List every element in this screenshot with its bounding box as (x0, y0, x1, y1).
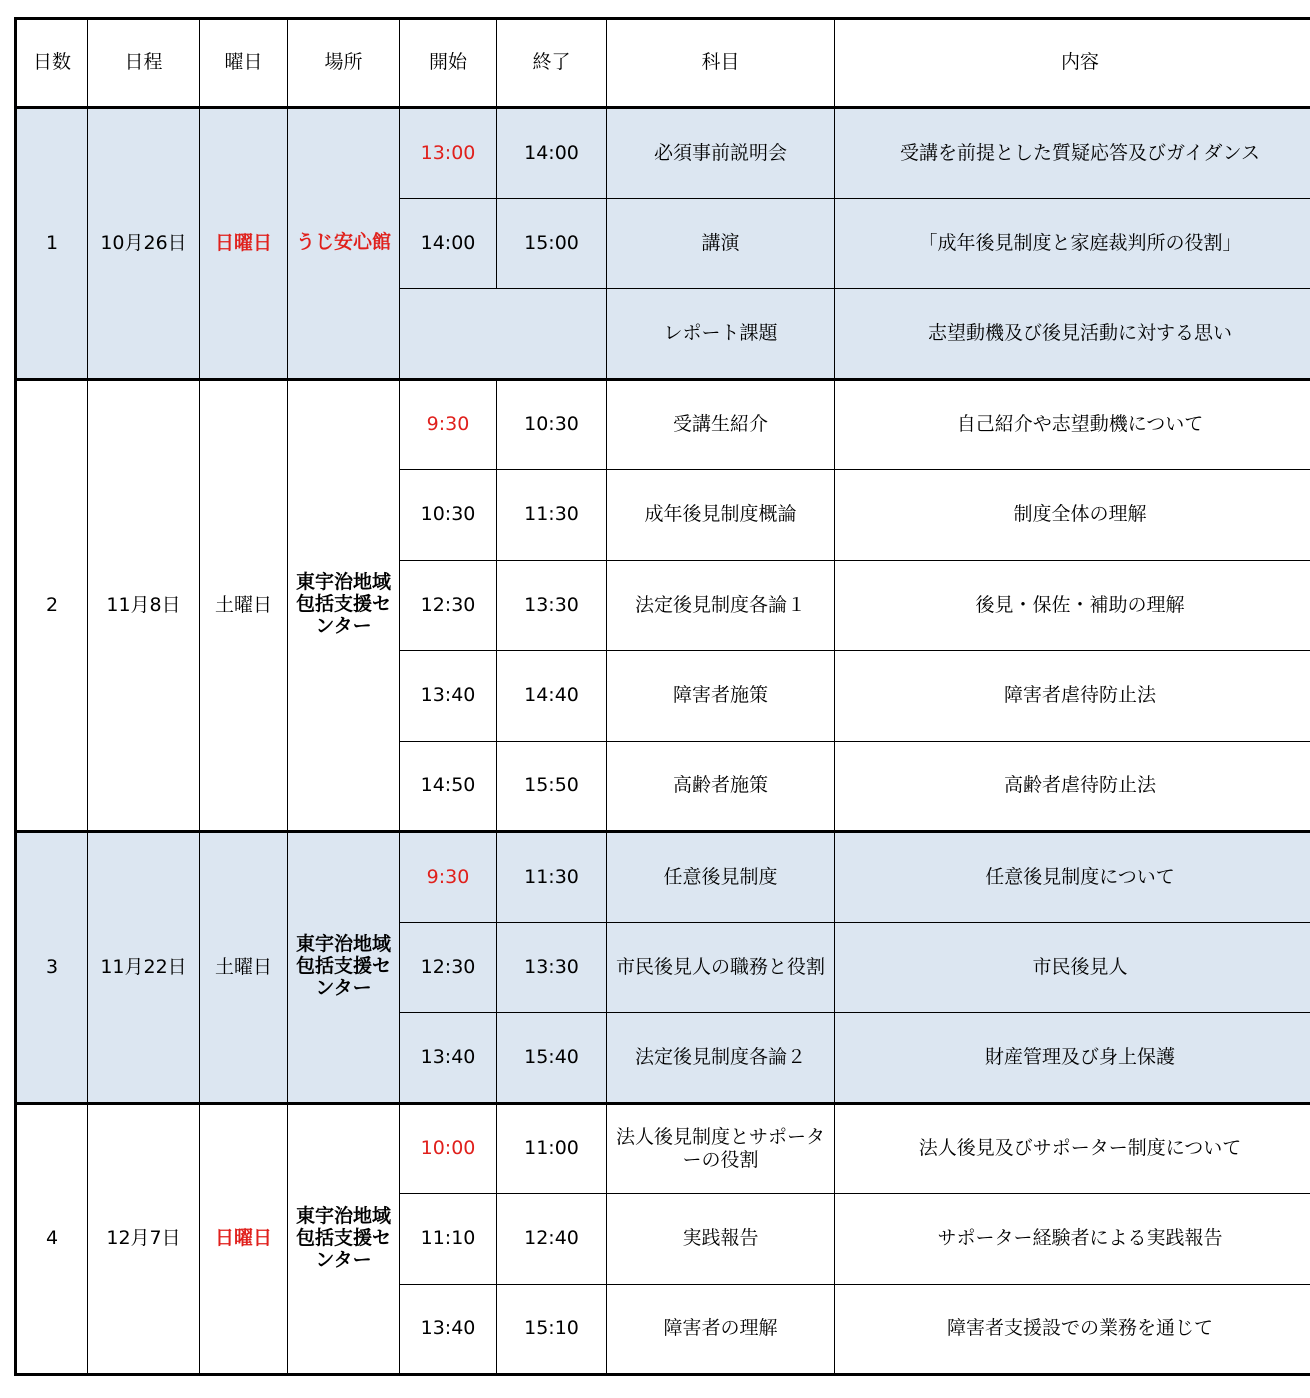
session-subject: 講演 (607, 198, 835, 289)
session-start: 13:40 (400, 1284, 497, 1375)
session-content: 自己紹介や志望動機について (835, 379, 1310, 470)
session-content: 制度全体の理解 (835, 470, 1310, 561)
header-place: 場所 (288, 19, 400, 108)
session-start: 14:00 (400, 198, 497, 289)
session-subject: 法定後見制度各論１ (607, 560, 835, 651)
schedule-table (14, 17, 1310, 1376)
day-number: 3 (16, 832, 88, 1104)
session-subject: 必須事前説明会 (607, 108, 835, 199)
session-end: 15:40 (497, 1013, 607, 1104)
session-end: 15:10 (497, 1284, 607, 1375)
session-subject: 高齢者施策 (607, 741, 835, 832)
day-group-2 (16, 379, 1310, 832)
day-weekday: 土曜日 (200, 379, 288, 832)
day-place: うじ安心館 (288, 108, 400, 380)
session-content: 法人後見及びサポーター制度について (835, 1103, 1310, 1194)
header-content: 内容 (835, 19, 1310, 108)
session-subject: レポート課題 (607, 289, 835, 380)
header-start: 開始 (400, 19, 497, 108)
session-subject: 成年後見制度概論 (607, 470, 835, 561)
table-row (16, 832, 1310, 923)
day-date: 10月26日 (88, 108, 200, 380)
day-number: 2 (16, 379, 88, 832)
session-end: 11:00 (497, 1103, 607, 1194)
session-content: 任意後見制度について (835, 832, 1310, 923)
session-subject: 受講生紹介 (607, 379, 835, 470)
session-content: 財産管理及び身上保護 (835, 1013, 1310, 1104)
session-content: 障害者支援設での業務を通じて (835, 1284, 1310, 1375)
day-weekday: 日曜日 (200, 1103, 288, 1375)
session-end: 13:30 (497, 922, 607, 1013)
session-start: 13:40 (400, 1013, 497, 1104)
table-row (16, 1103, 1310, 1194)
header-end: 終了 (497, 19, 607, 108)
day-weekday: 土曜日 (200, 832, 288, 1104)
day-date: 12月7日 (88, 1103, 200, 1375)
session-end: 13:30 (497, 560, 607, 651)
session-start: 9:30 (400, 379, 497, 470)
session-content: 高齢者虐待防止法 (835, 741, 1310, 832)
header-day-count: 日数 (16, 19, 88, 108)
session-end: 15:50 (497, 741, 607, 832)
day-weekday: 日曜日 (200, 108, 288, 380)
session-end: 12:40 (497, 1194, 607, 1285)
session-start: 9:30 (400, 832, 497, 923)
header-row (16, 19, 1310, 108)
session-end: 14:40 (497, 651, 607, 742)
session-content: 障害者虐待防止法 (835, 651, 1310, 742)
day-group-1 (16, 108, 1310, 380)
session-subject: 障害者の理解 (607, 1284, 835, 1375)
session-start: 13:40 (400, 651, 497, 742)
day-place: 東宇治地域包括支援センター (288, 379, 400, 832)
session-subject: 任意後見制度 (607, 832, 835, 923)
session-end: 15:00 (497, 198, 607, 289)
session-content: 志望動機及び後見活動に対する思い (835, 289, 1310, 380)
session-content: 「成年後見制度と家庭裁判所の役割」 (835, 198, 1310, 289)
session-subject: 法人後見制度とサポーターの役割 (607, 1103, 835, 1194)
session-content: 市民後見人 (835, 922, 1310, 1013)
day-place: 東宇治地域包括支援センター (288, 1103, 400, 1375)
session-end: 10:30 (497, 379, 607, 470)
header-date: 日程 (88, 19, 200, 108)
day-date: 11月8日 (88, 379, 200, 832)
header-weekday: 曜日 (200, 19, 288, 108)
session-start: 10:30 (400, 470, 497, 561)
session-start: 11:10 (400, 1194, 497, 1285)
header-subject: 科目 (607, 19, 835, 108)
session-subject: 法定後見制度各論２ (607, 1013, 835, 1104)
day-date: 11月22日 (88, 832, 200, 1104)
session-end: 14:00 (497, 108, 607, 199)
table-row (16, 108, 1310, 199)
table-row (16, 379, 1310, 470)
session-start: 14:50 (400, 741, 497, 832)
session-start: 12:30 (400, 922, 497, 1013)
session-subject: 障害者施策 (607, 651, 835, 742)
session-start: 13:00 (400, 108, 497, 199)
session-start: 10:00 (400, 1103, 497, 1194)
session-end: 11:30 (497, 832, 607, 923)
table-header (16, 19, 1310, 108)
day-group-4 (16, 1103, 1310, 1375)
day-group-3 (16, 832, 1310, 1104)
session-time-empty (400, 289, 607, 380)
session-subject: 実践報告 (607, 1194, 835, 1285)
session-start: 12:30 (400, 560, 497, 651)
day-number: 4 (16, 1103, 88, 1375)
session-content: サポーター経験者による実践報告 (835, 1194, 1310, 1285)
day-place: 東宇治地域包括支援センター (288, 832, 400, 1104)
day-number: 1 (16, 108, 88, 380)
session-subject: 市民後見人の職務と役割 (607, 922, 835, 1013)
session-content: 後見・保佐・補助の理解 (835, 560, 1310, 651)
session-end: 11:30 (497, 470, 607, 561)
session-content: 受講を前提とした質疑応答及びガイダンス (835, 108, 1310, 199)
